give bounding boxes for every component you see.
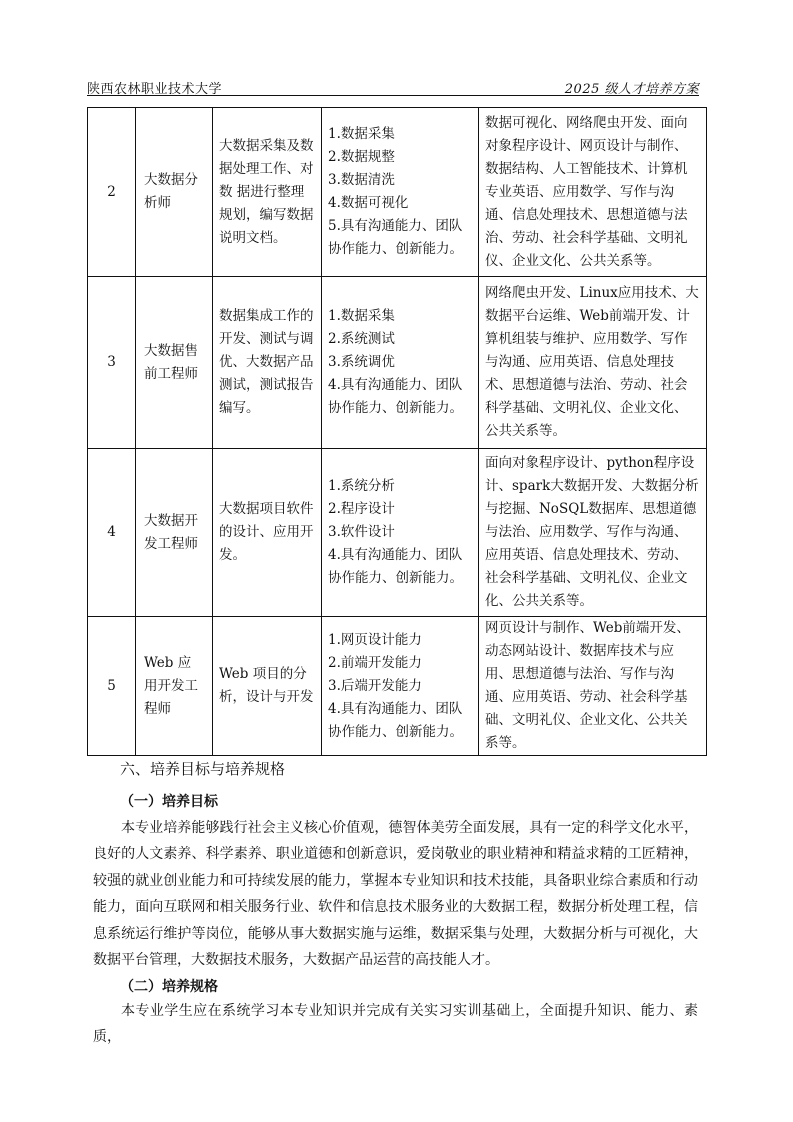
ability-item: 5.具有沟通能力、团队协作能力、创新能力。	[328, 218, 463, 257]
ability-item: 4.具有沟通能力、团队协作能力、创新能力。	[328, 547, 463, 586]
work-content: 大数据项目软件的设计、应用开发。	[213, 449, 322, 617]
work-content: 数据集成工作的开发、测试与调 优、大数据产品测试，测试报告编写。	[213, 277, 322, 449]
ability-item: 1.系统分析	[328, 478, 395, 494]
section-title: 六、培养目标与培养规格	[120, 760, 286, 778]
ability-item: 1.数据采集	[328, 308, 395, 324]
ability-item: 3.后端开发能力	[328, 677, 422, 694]
page-header	[87, 76, 699, 95]
table-row	[88, 108, 707, 277]
ability-item: 1.数据采集	[328, 126, 395, 142]
ability-item: 1.网页设计能力	[328, 631, 422, 648]
ability-item: 3.软件设计	[328, 524, 395, 540]
row-number: 4	[88, 449, 136, 617]
ability-item: 3.数据清洗	[328, 172, 395, 188]
document-title: 2025 级人才培养方案	[564, 82, 699, 97]
table-row	[88, 449, 707, 617]
ability-item: 2.系统测试	[328, 331, 395, 347]
course-list: 网页设计与制作、Web前端开发、动态网站设计、数据库技术与应用、思想道德与法治、写作与沟通、应用英语、劳动、社会科学基础、文明礼仪、企业文化、公共关系等。	[479, 617, 707, 756]
spec-subtitle: （二）培养规格	[120, 979, 218, 995]
job-position-table	[87, 107, 707, 756]
goal-subtitle: （一）培养目标	[120, 794, 218, 810]
work-content: Web 项目的分析，设计与开发	[213, 617, 322, 756]
work-content: 大数据采集及数据处理工作、对数 据进行整理规划，编写数据说明文档。	[213, 108, 322, 277]
spec-paragraph: 本专业学生应在系统学习本专业知识并完成有关实习实训基础上，全面提升知识、能力、素质，	[93, 1003, 698, 1046]
ability-item: 4.具有沟通能力、团队协作能力、创新能力。	[328, 377, 463, 416]
row-number: 5	[88, 617, 136, 756]
position-name: 大数据分析师	[136, 108, 213, 277]
table-row	[88, 617, 707, 756]
ability-list	[322, 617, 479, 756]
position-name: Web 应用开发工程师	[136, 617, 213, 756]
table-row	[88, 277, 707, 449]
ability-list	[322, 108, 479, 277]
course-list: 网络爬虫开发、Linux应用技术、大数据平台运维、Web前端开发、计算机组装与维护、应用数学、写作与沟通、应用英语、信息处理技术、思想道德与法治、劳动、社会科学基础、文明礼仪、企业文化、公共关系等。	[479, 277, 707, 449]
row-number: 3	[88, 277, 136, 449]
course-list: 数据可视化、网络爬虫开发、面向对象程序设计、网页设计与制作、数据结构、人工智能技术、计算机专业英语、应用数学、写作与沟通、信息处理技术、思想道德与法治、劳动、社会科学基础、文明礼仪、企业文化、公共关系等。	[479, 108, 707, 277]
ability-item: 4.具有沟通能力、团队协作能力、创新能力。	[328, 700, 463, 740]
row-number: 2	[88, 108, 136, 277]
course-list: 面向对象程序设计、python程序设计、spark大数据开发、大数据分析与挖掘、NoSQL数据库、思想道德与法治、应用数学、写作与沟通、应用英语、信息处理技术、劳动、社会科学基础、文明礼仪、企业文化、公共关系等。	[479, 449, 707, 617]
ability-list	[322, 449, 479, 617]
position-name: 大数据售前工程师	[136, 277, 213, 449]
school-name: 陕西农林职业技术大学	[87, 82, 223, 97]
ability-item: 2.数据规整	[328, 149, 395, 165]
ability-item: 4.数据可视化	[328, 195, 409, 211]
ability-item: 2.程序设计	[328, 501, 395, 517]
ability-item: 3.系统调优	[328, 354, 395, 370]
ability-item: 2.前端开发能力	[328, 654, 422, 671]
ability-list	[322, 277, 479, 449]
header-rule	[87, 95, 699, 96]
position-name: 大数据开发工程师	[136, 449, 213, 617]
goal-paragraph: 本专业培养能够践行社会主义核心价值观，德智体美劳全面发展，具有一定的科学文化水平，良好的人文素养、科学素养、职业道德和创新意识，爱岗敬业的职业精神和精益求精的工匠精神，较强的就业创业能力和可持续发展的能力，掌握本专业知识和技术技能，具备职业综合素质和行动能力，面向互联网和相关服务行业、软件和信息技术服务业的大数据工程，数据分析处理工程，信息系统运行维护等岗位，能够从事大数据实施与运维，数据采集与处理，大数据分析与可视化，大数据平台管理，大数据技术服务，大数据产品运营的高技能人才。	[93, 820, 698, 969]
